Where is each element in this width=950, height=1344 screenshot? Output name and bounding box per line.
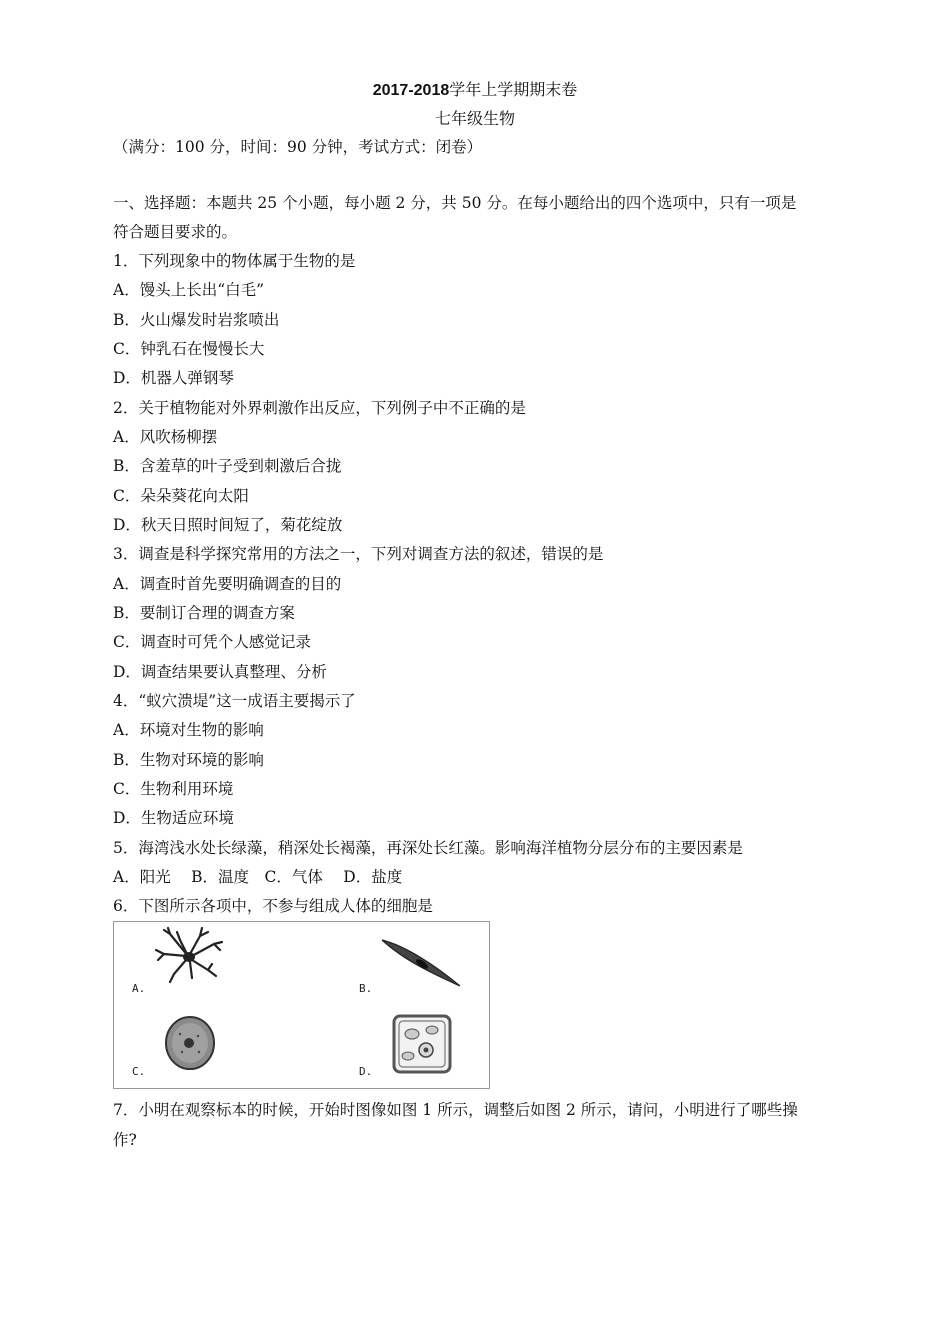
question-2-option-d: D．秋天日照时间短了，菊花绽放	[113, 516, 343, 534]
figure-label-c: C.	[132, 1065, 146, 1078]
question-4-option-d: D．生物适应环境	[113, 809, 234, 827]
question-2-option-c: C．朵朵葵花向太阳	[113, 487, 249, 505]
question-3-option-a: A．调查时首先要明确调查的目的	[113, 575, 342, 593]
question-4-stem: 4．“蚁穴溃堤”这一成语主要揭示了	[113, 692, 356, 710]
page-title	[0, 77, 950, 100]
question-4-option-b: B．生物对环境的影响	[113, 751, 264, 769]
question-3-stem: 3．调查是科学探究常用的方法之一，下列对调查方法的叙述，错误的是	[113, 545, 604, 563]
question-4-option-a: A．环境对生物的影响	[113, 721, 264, 739]
question-2-option-a: A．风吹杨柳摆	[113, 428, 218, 446]
question-1-stem: 1．下列现象中的物体属于生物的是	[113, 252, 356, 270]
title-years: 2017-2018	[372, 82, 450, 99]
question-2-option-b: B．含羞草的叶子受到刺激后合拢	[113, 457, 342, 475]
plant-cell-image	[388, 1012, 456, 1076]
question-1-option-c: C．钟乳石在慢慢长大	[113, 340, 265, 358]
figure-label-d: D.	[359, 1065, 373, 1078]
cell-figure	[113, 921, 490, 1089]
question-3-option-c: C．调查时可凭个人感觉记录	[113, 633, 311, 651]
question-5-options: A．阳光 B．温度 C．气体 D．盐度	[113, 868, 403, 886]
page-subtitle: 七年级生物	[434, 109, 515, 128]
round-cell-image	[162, 1014, 218, 1072]
question-6-stem: 6．下图所示各项中，不参与组成人体的细胞是	[113, 897, 433, 915]
figure-label-a: A.	[132, 982, 146, 995]
section-instructions-line2: 符合题目要求的。	[113, 223, 238, 241]
question-4-option-c: C．生物利用环境	[113, 780, 234, 798]
question-2-stem: 2．关于植物能对外界刺激作出反应，下列例子中不正确的是	[113, 399, 526, 417]
question-1-option-b: B．火山爆发时岩浆喷出	[113, 311, 280, 329]
question-1-option-a: A．馒头上长出“白毛”	[113, 281, 265, 299]
figure-label-b: B.	[359, 982, 373, 995]
question-7-stem-line2: 作?	[113, 1131, 137, 1149]
question-1-option-d: D．机器人弹钢琴	[113, 369, 234, 387]
question-7-stem-line1: 7．小明在观察标本的时候，开始时图像如图 1 所示，调整后如图 2 所示，请问，小明进行了哪些操	[113, 1101, 798, 1119]
title-text: 学年上学期期末卷	[449, 80, 578, 99]
question-3-option-d: D．调查结果要认真整理、分析	[113, 663, 327, 681]
neuron-cell-image	[150, 926, 230, 984]
question-5-stem: 5．海湾浅水处长绿藻，稍深处长褐藻，再深处长红藻。影响海洋植物分层分布的主要因素是	[113, 839, 743, 857]
exam-info: （满分：100 分，时间：90 分钟，考试方式：闭卷）	[113, 138, 483, 156]
question-3-option-b: B．要制订合理的调查方案	[113, 604, 295, 622]
muscle-cell-image	[376, 932, 466, 992]
section-instructions-line1: 一、选择题：本题共 25 个小题，每小题 2 分，共 50 分。在每小题给出的四个选项中，只有一项是	[113, 194, 797, 212]
